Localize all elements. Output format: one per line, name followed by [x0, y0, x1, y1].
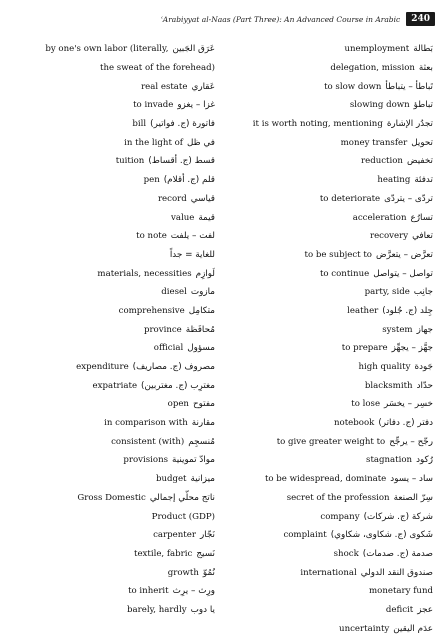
english-gloss: tuition: [115, 156, 145, 167]
arabic-term: جِلد (ج. جُلود): [382, 305, 433, 316]
glossary-entry: [10, 358, 215, 377]
page-header: [14, 10, 435, 28]
english-gloss: the sweat of the forehead): [99, 63, 215, 74]
arabic-term: جَودة: [414, 362, 433, 373]
english-gloss: pen: [143, 175, 160, 186]
arabic-term: تباطؤ: [413, 100, 433, 111]
arabic-term: تسارُع: [410, 212, 433, 223]
english-gloss: to continue: [319, 268, 370, 279]
english-gloss: international: [300, 567, 357, 578]
arabic-term: مغترِب (ج. مغتربين): [141, 380, 215, 391]
english-gloss: monetary fund: [369, 586, 433, 597]
arabic-term: تحويل: [411, 137, 433, 148]
english-gloss: company: [320, 511, 360, 522]
english-gloss: shock: [333, 548, 359, 559]
english-gloss: to lose: [351, 399, 381, 410]
glossary-entry: [10, 545, 215, 564]
arabic-term: مصروف (ج. مصاريف): [132, 362, 215, 373]
english-gloss: materials, necessities: [97, 268, 192, 279]
glossary-entry: [10, 115, 215, 134]
arabic-term: مُنسجِم: [188, 436, 215, 447]
glossary-entry: [228, 339, 433, 358]
english-gloss: in the light of: [124, 137, 183, 148]
glossary-entry: [10, 601, 215, 620]
english-gloss: comprehensive: [118, 305, 185, 316]
arabic-term: سِرّ الصنعة: [393, 492, 433, 503]
arabic-term: مُحافَظة: [185, 324, 215, 335]
glossary-entry: [10, 451, 215, 470]
arabic-term: نَجّار: [199, 530, 215, 541]
english-gloss: official: [153, 343, 184, 354]
english-gloss: consistent (with): [111, 436, 185, 447]
arabic-term: مسؤول: [187, 343, 215, 354]
arabic-term: حدّاد: [416, 380, 433, 391]
arabic-term: تجدُر الإشارة: [386, 119, 433, 130]
glossary-entry: [10, 395, 215, 414]
english-gloss: carpenter: [153, 530, 196, 541]
english-gloss: acceleration: [352, 212, 407, 223]
glossary-entry: [228, 545, 433, 564]
glossary-entry: [228, 526, 433, 545]
english-gloss: it is worth noting, mentioning: [252, 119, 383, 130]
glossary-entry: [10, 40, 215, 59]
glossary-entry: [10, 208, 215, 227]
arabic-term: في ظل: [187, 137, 215, 148]
arabic-term: قسط (ج. أقساط): [148, 156, 215, 167]
arabic-term: رُكود: [416, 455, 433, 466]
arabic-term: دفتر (ج. دفاتر): [378, 418, 433, 429]
glossary-entry: [10, 432, 215, 451]
english-gloss: stagnation: [366, 455, 413, 466]
english-gloss: textile, fabric: [133, 548, 193, 559]
english-gloss: to give greater weight to: [276, 436, 386, 447]
arabic-term: بعثة: [418, 63, 433, 74]
arabic-term: بَطالة: [413, 44, 433, 55]
glossary-entry: [10, 133, 215, 152]
glossary-entry: [10, 96, 215, 115]
glossary-entry: [228, 283, 433, 302]
glossary-entry: [10, 470, 215, 489]
glossary-entry: [228, 77, 433, 96]
english-gloss: to slow down: [324, 81, 382, 92]
english-gloss: to prepare: [341, 343, 388, 354]
arabic-term: تواصل – يتواصل: [373, 268, 433, 279]
arabic-term: موادّ تموينية: [172, 455, 215, 466]
page-number: 240: [406, 12, 435, 26]
english-gloss: diesel: [161, 287, 187, 298]
glossary-entry: [228, 59, 433, 78]
glossary-entry: [10, 414, 215, 433]
glossary-entry: [10, 376, 215, 395]
glossary-entry: [10, 526, 215, 545]
arabic-term: جهَّز – يجهِّز: [391, 343, 433, 354]
glossary-entry: [228, 96, 433, 115]
glossary-entry: [228, 507, 433, 526]
english-gloss: to note: [136, 231, 167, 242]
english-gloss: money transfer: [340, 137, 408, 148]
arabic-term: تَباطأ – يتباطأ: [385, 81, 433, 92]
english-gloss: province: [143, 324, 182, 335]
english-gloss: blacksmith: [364, 380, 413, 391]
arabic-term: خسِر – يخسَر: [384, 399, 433, 410]
glossary-right-column: [228, 40, 433, 638]
english-gloss: delegation, mission: [330, 63, 415, 74]
arabic-term: ميزانية: [190, 474, 215, 485]
english-gloss: provisions: [123, 455, 169, 466]
arabic-term: لَوازِم: [195, 268, 215, 279]
english-gloss: to inherit: [128, 586, 169, 597]
arabic-term: عَقاري: [191, 81, 215, 92]
glossary-left-column: [10, 40, 215, 619]
glossary-entry: [228, 190, 433, 209]
english-gloss: expatriate: [92, 380, 138, 391]
glossary-entry: [10, 339, 215, 358]
glossary-entry: [228, 115, 433, 134]
arabic-term: مازوت: [190, 287, 215, 298]
english-gloss: slowing down: [349, 100, 410, 111]
english-gloss: record: [157, 193, 187, 204]
arabic-term: عَرَق الجَبين: [172, 44, 215, 55]
english-gloss: open: [167, 399, 189, 410]
arabic-term: جهاز: [416, 324, 433, 335]
arabic-term: شركة (ج. شركات): [363, 511, 433, 522]
english-gloss: system: [382, 324, 413, 335]
english-gloss: high quality: [358, 362, 411, 373]
english-gloss: complaint: [283, 530, 327, 541]
arabic-term: قيمة: [198, 212, 215, 223]
glossary-entry: [228, 302, 433, 321]
glossary-entry: [10, 77, 215, 96]
arabic-term: لفت – يلفت: [170, 231, 215, 242]
english-gloss: uncertainty: [339, 623, 390, 634]
arabic-term: تعرَّض – يتعرَّض: [375, 249, 433, 260]
english-gloss: bill: [132, 119, 147, 130]
arabic-term: قياسي: [190, 193, 215, 204]
glossary-entry: [10, 283, 215, 302]
glossary-entry: [228, 619, 433, 638]
arabic-term: غزا – يغزو: [177, 100, 215, 111]
arabic-term: نَسيج: [196, 548, 215, 559]
glossary-entry: [228, 582, 433, 601]
glossary-entry: [228, 208, 433, 227]
arabic-term: مقارنة: [191, 418, 215, 429]
running-title: ʿArabiyyat al-Naas (Part Three): An Advanced Course in Arabic: [160, 14, 401, 24]
arabic-term: تردّى – يتردّى: [384, 193, 433, 204]
glossary-entry: [228, 320, 433, 339]
arabic-term: يا دوب: [190, 604, 215, 615]
glossary-entry: [10, 59, 215, 78]
glossary-entry: [10, 227, 215, 246]
glossary-entry: [228, 470, 433, 489]
english-gloss: party, side: [364, 287, 410, 298]
arabic-term: نُمُوّ: [202, 567, 215, 578]
english-gloss: growth: [167, 567, 199, 578]
glossary-entry: [228, 246, 433, 265]
english-gloss: deficit: [385, 604, 414, 615]
english-gloss: to be subject to: [304, 249, 372, 260]
arabic-term: تخفيض: [406, 156, 433, 167]
english-gloss: reduction: [361, 156, 403, 167]
english-gloss: notebook: [334, 418, 375, 429]
arabic-term: جانِب: [413, 287, 433, 298]
glossary-entry: [228, 358, 433, 377]
glossary-entry: [228, 395, 433, 414]
arabic-term: ورِث – يرِث: [172, 586, 215, 597]
glossary-entry: [10, 190, 215, 209]
english-gloss: to be widespread, dominate: [264, 474, 387, 485]
glossary-entry: [228, 563, 433, 582]
arabic-term: قلم (ج. أقلام): [163, 175, 215, 186]
glossary-entry: [228, 133, 433, 152]
arabic-term: متكامِل: [188, 305, 215, 316]
arabic-term: تدفئة: [414, 175, 433, 186]
english-gloss: value: [170, 212, 195, 223]
english-gloss: real estate: [141, 81, 188, 92]
arabic-term: عدَم اليقين: [393, 623, 433, 634]
english-gloss: in comparison with: [104, 418, 188, 429]
english-gloss: expenditure: [76, 362, 129, 373]
arabic-term: تعافي: [412, 231, 433, 242]
english-gloss: heating: [377, 175, 411, 186]
english-gloss: budget: [155, 474, 187, 485]
arabic-term: رجّح – يرجِّح: [389, 436, 433, 447]
glossary-entry: [10, 320, 215, 339]
glossary-entry: [10, 582, 215, 601]
glossary-entry: [10, 489, 215, 508]
arabic-term: شَكوى (ج. شكاوى، شكاوي): [330, 530, 433, 541]
glossary-entry: [10, 264, 215, 283]
english-gloss: by one's own labor (literally,: [45, 44, 169, 55]
arabic-term: صندوق النقد الدولي: [360, 567, 433, 578]
glossary-entry: [228, 152, 433, 171]
glossary-entry: [10, 507, 215, 526]
english-gloss: secret of the profession: [286, 492, 390, 503]
glossary-entry: [10, 152, 215, 171]
glossary-entry: [228, 432, 433, 451]
glossary-entry: [228, 451, 433, 470]
arabic-term: صدمة (ج. صدمات): [362, 548, 433, 559]
glossary-entry: [228, 489, 433, 508]
arabic-term: فاتورة (ج. فواتير): [150, 119, 215, 130]
glossary-entry: [10, 302, 215, 321]
arabic-term: ساد – يسود: [390, 474, 433, 485]
glossary-entry: [228, 601, 433, 620]
glossary-entry: [228, 264, 433, 283]
arabic-term: ناتج محلّي إجمالي: [149, 492, 215, 503]
english-gloss: unemployment: [344, 44, 410, 55]
english-gloss: recovery: [369, 231, 409, 242]
glossary-entry: [228, 414, 433, 433]
glossary-entry: [228, 227, 433, 246]
glossary-entry: [10, 246, 215, 265]
glossary-entry: [228, 376, 433, 395]
glossary-entry: [10, 563, 215, 582]
english-gloss: leather: [347, 305, 379, 316]
english-gloss: Gross Domestic: [77, 492, 146, 503]
glossary-entry: [10, 171, 215, 190]
english-gloss: Product (GDP): [151, 511, 215, 522]
glossary-entry: [228, 171, 433, 190]
arabic-term: عجز: [417, 604, 433, 615]
english-gloss: to deteriorate: [319, 193, 381, 204]
glossary-entry: [228, 40, 433, 59]
english-gloss: barely, hardly: [127, 604, 187, 615]
arabic-term: مفتوح: [192, 399, 215, 410]
english-gloss: to invade: [133, 100, 174, 111]
arabic-term: للغاية = جداً: [169, 249, 215, 260]
